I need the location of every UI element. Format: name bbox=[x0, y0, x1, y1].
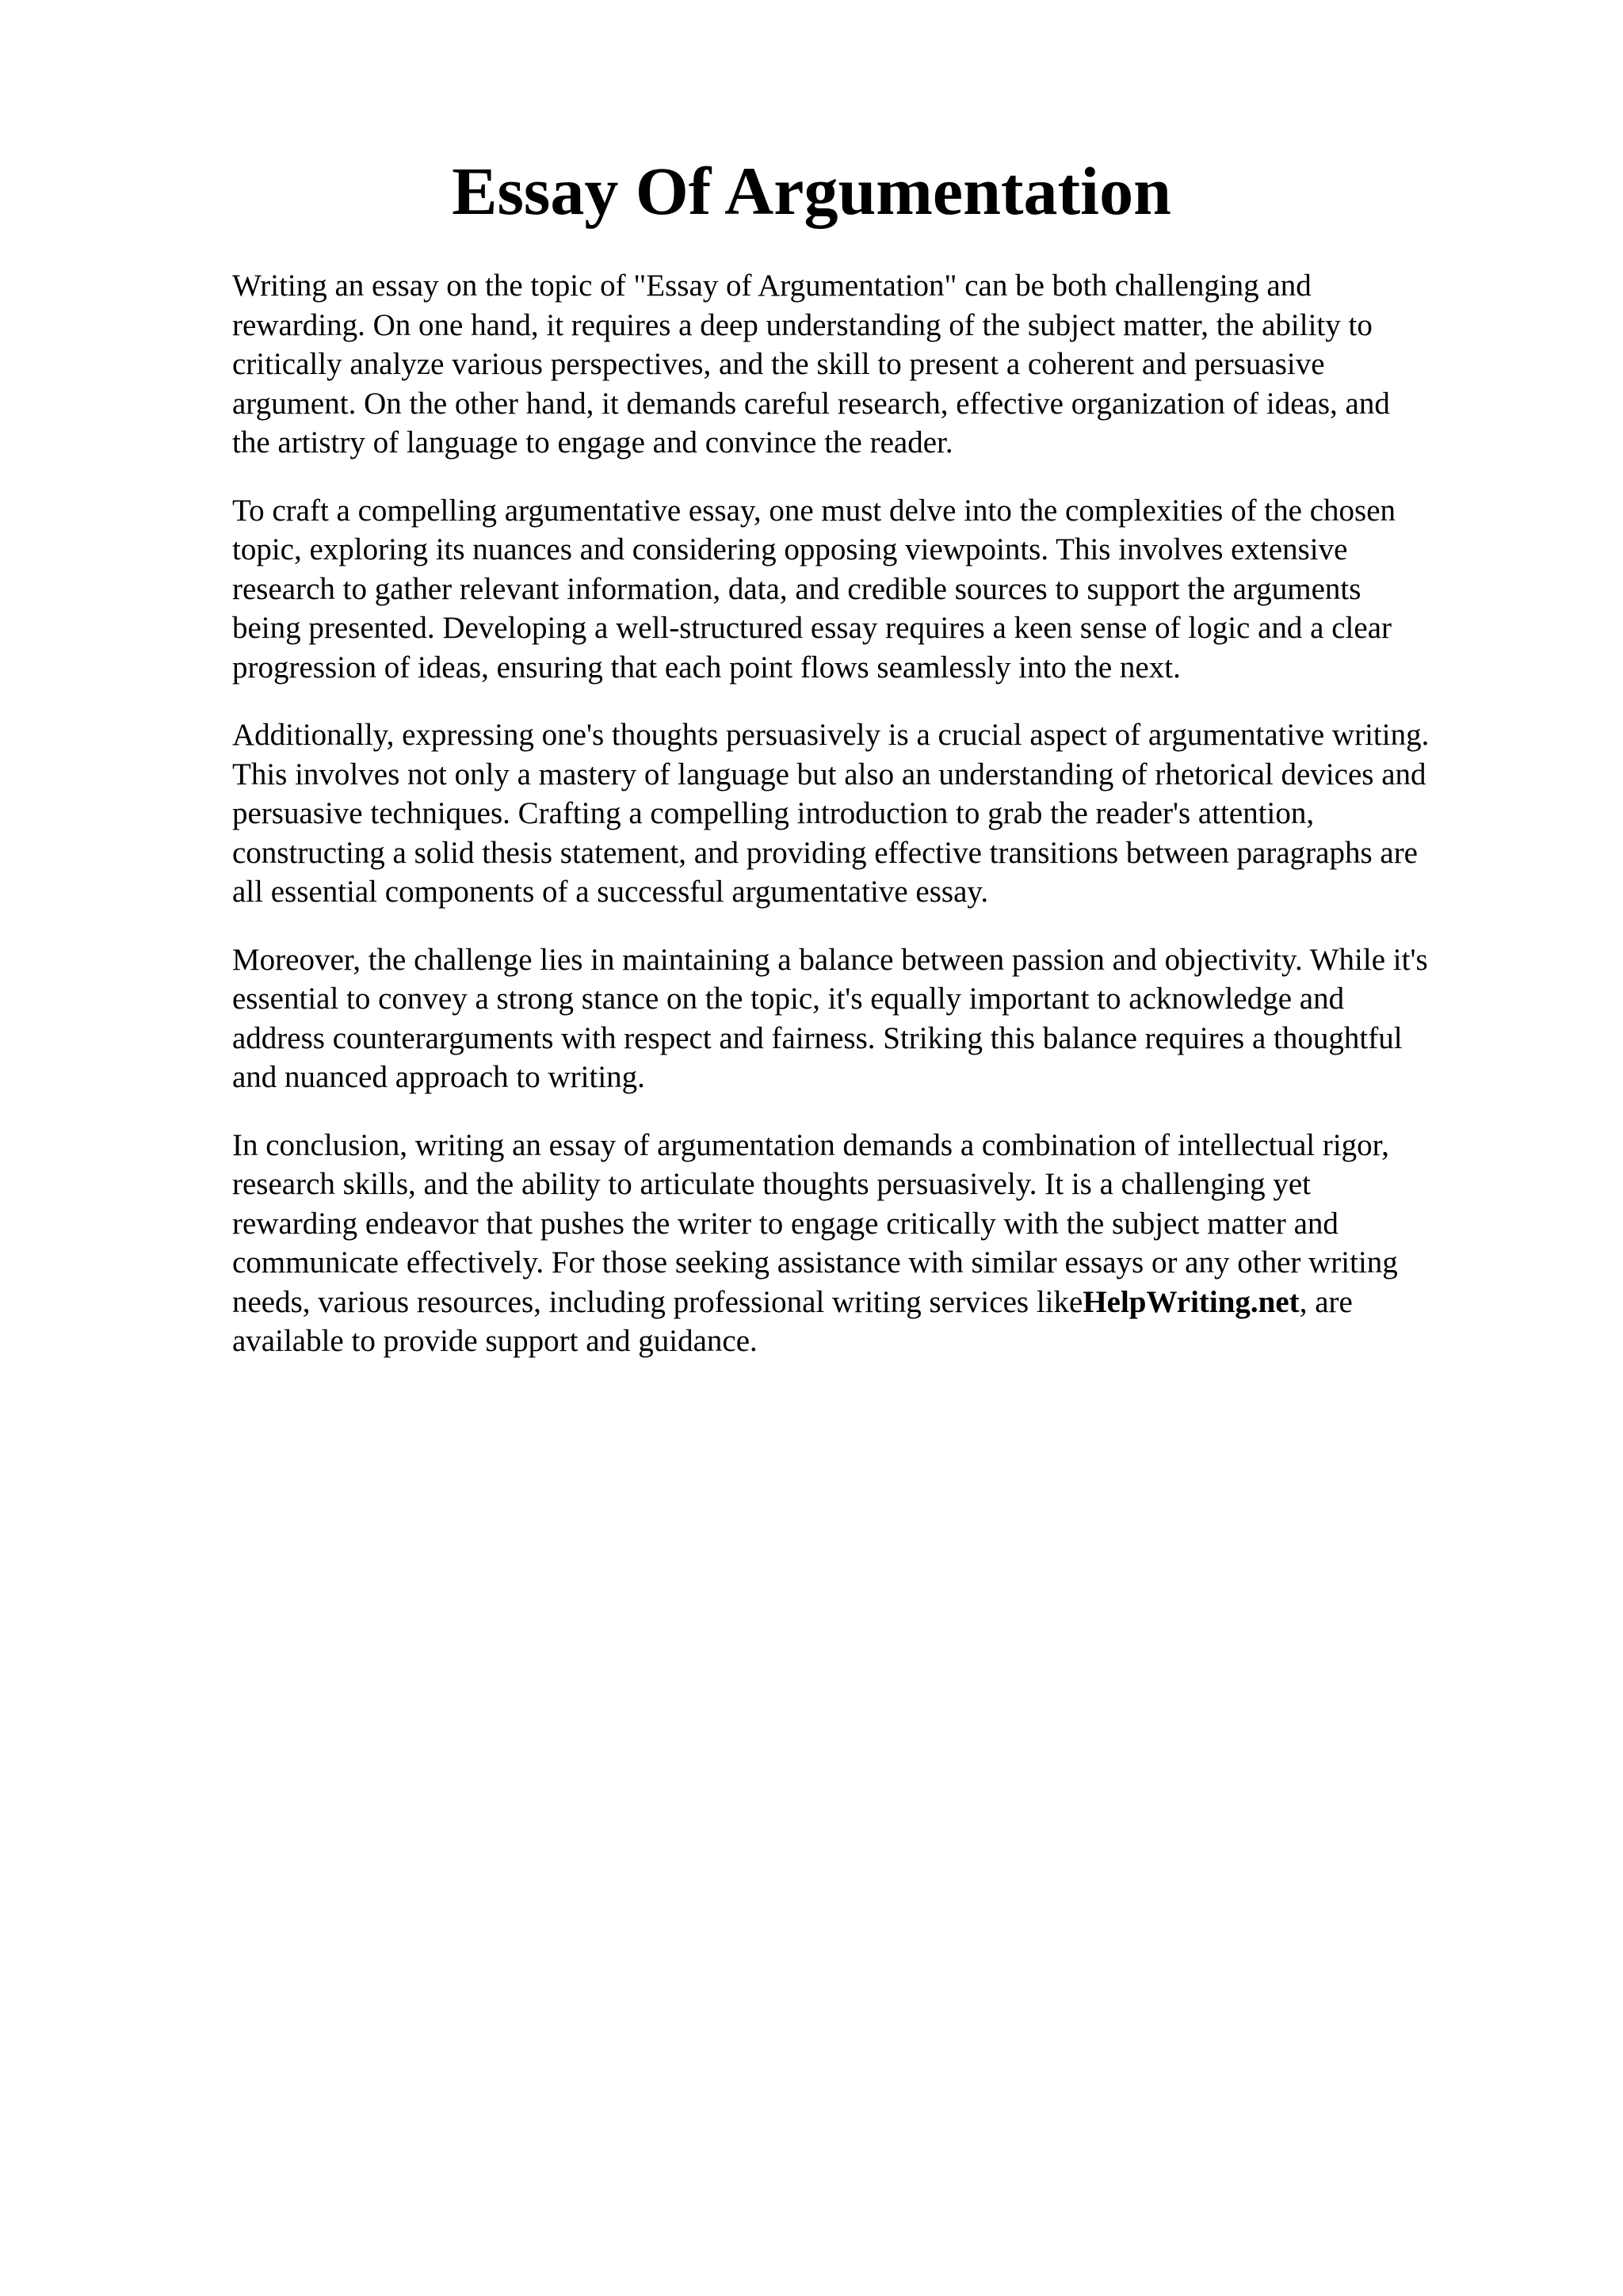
paragraph-line: essential to convey a strong stance on the topic, it's equally important to acknowledge and bbox=[232, 982, 1345, 1016]
line-text: needs, various resources, including professional writing services like bbox=[232, 1284, 1083, 1319]
paragraph-2 bbox=[232, 491, 1516, 688]
paragraph-line: rewarding. On one hand, it requires a deep understanding of the subject matter, the ability to bbox=[232, 307, 1373, 342]
document-body bbox=[232, 266, 1516, 1390]
paragraph-line bbox=[232, 1283, 1516, 1322]
paragraph-line: In conclusion, writing an essay of argumentation demands a combination of intellectual rigor, bbox=[232, 1127, 1389, 1162]
paragraph-1 bbox=[232, 266, 1516, 463]
paragraph-line: available to provide support and guidance. bbox=[232, 1324, 758, 1358]
paragraph-line: critically analyze various perspectives, and the skill to present a coherent and persuasive bbox=[232, 347, 1325, 381]
paragraph-4 bbox=[232, 940, 1516, 1097]
paragraph-line: Additionally, expressing one's thoughts persuasively is a crucial aspect of argumentative writing. bbox=[232, 718, 1430, 752]
paragraph-line: address counterarguments with respect and fairness. Striking this balance requires a thoughtful bbox=[232, 1020, 1403, 1055]
paragraph-line: being presented. Developing a well-structured essay requires a keen sense of logic and a clear bbox=[232, 611, 1392, 645]
line-text: , are bbox=[1299, 1284, 1353, 1319]
paragraph-line: Writing an essay on the topic of "Essay of Argumentation" can be both challenging and bbox=[232, 269, 1312, 303]
paragraph-line: This involves not only a mastery of language but also an understanding of rhetorical devices and bbox=[232, 757, 1426, 791]
paragraph-line: all essential components of a successful argumentative essay. bbox=[232, 875, 989, 909]
paragraph-line: rewarding endeavor that pushes the writer to engage critically with the subject matter and bbox=[232, 1206, 1338, 1241]
paragraph-line: Moreover, the challenge lies in maintaining a balance between passion and objectivity. While it's bbox=[232, 942, 1428, 977]
paragraph-line: research to gather relevant information, data, and credible sources to support the arguments bbox=[232, 571, 1361, 606]
paragraph-line: communicate effectively. For those seeking assistance with similar essays or any other writing bbox=[232, 1245, 1398, 1280]
paragraph-5 bbox=[232, 1126, 1516, 1361]
document-title: Essay Of Argumentation bbox=[452, 153, 1171, 229]
paragraph-line: research skills, and the ability to articulate thoughts persuasively. It is a challenging yet bbox=[232, 1167, 1312, 1201]
paragraph-line: constructing a solid thesis statement, and providing effective transitions between paragraphs are bbox=[232, 835, 1418, 870]
paragraph-line: argument. On the other hand, it demands careful research, effective organization of ideas, and bbox=[232, 386, 1390, 421]
helpwriting-link[interactable]: HelpWriting.net bbox=[1083, 1284, 1300, 1319]
paragraph-3 bbox=[232, 715, 1516, 912]
paragraph-line: progression of ideas, ensuring that each point flows seamlessly into the next. bbox=[232, 650, 1181, 685]
paragraph-line: To craft a compelling argumentative essay, one must delve into the complexities of the chosen bbox=[232, 493, 1396, 528]
paragraph-line: the artistry of language to engage and convince the reader. bbox=[232, 425, 953, 460]
paragraph-line: persuasive techniques. Crafting a compelling introduction to grab the reader's attention, bbox=[232, 796, 1315, 830]
paragraph-line: topic, exploring its nuances and considering opposing viewpoints. This involves extensive bbox=[232, 532, 1348, 566]
paragraph-line: and nuanced approach to writing. bbox=[232, 1060, 645, 1094]
